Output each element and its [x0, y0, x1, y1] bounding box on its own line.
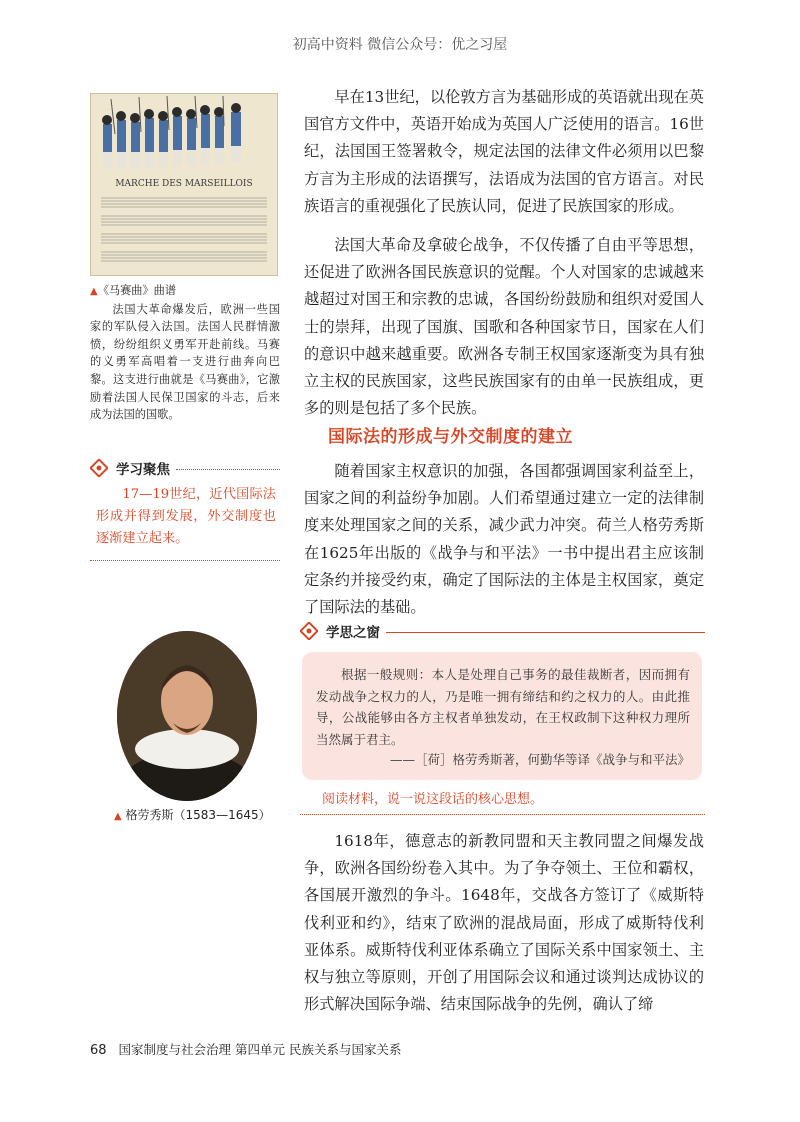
diamond-window-icon: [300, 622, 318, 640]
marseillaise-caption-title: [90, 282, 280, 301]
reading-task: 阅读材料，说一说这段话的核心思想。: [322, 792, 544, 807]
page-footer: [90, 1040, 401, 1058]
study-focus-text: 17—19世纪，近代国际法形成并得到发展，外交制度也逐渐建立起来。: [96, 487, 276, 546]
window-bottom-divider: [300, 814, 705, 815]
study-window-title: 学思之窗: [326, 625, 380, 641]
focus-bottom-divider: [90, 560, 280, 561]
marseillaise-caption-text: 法国大革命爆发后，欧洲一些国家的军队侵入法国。法国人民群情激愤，纷纷组织义勇军开赴前线。马赛的义勇军高唱着一支进行曲奔向巴黎。这支进行曲就是《马赛曲》，它激励着法国人民保卫国家的斗志，后来成为法国的国歌。: [90, 302, 280, 422]
diamond-focus-icon: [90, 459, 108, 477]
paragraph-2: 法国大革命及拿破仑战争，不仅传播了自由平等思想，还促进了欧洲各国民族意识的觉醒。个人对国家的忠诚越来越超过对国王和宗教的忠诚，各国纷纷鼓励和组织对爱国人士的崇拜，出现了国旗、国歌和各种国家节日，国家在人们的意识中越来越重要。欧洲各专制王权国家逐渐变为具有独立主权的民族国家，这些民族国家有的由单一民族组成，更多的则是包括了多个民族。: [304, 236, 704, 418]
paragraph-1: 早在13世纪，以伦敦方言为基础形成的英语就出现在英国官方文件中，英语开始成为英国人广泛使用的语言。16世纪，法国国王签署敕令，规定法国的法律文件必须用以巴黎方言为主形成的法语撰写，法语成为法国的官方语言。对民族语言的重视强化了民族认同，促进了民族国家的形成。: [304, 88, 704, 215]
study-focus-title: 学习聚焦: [116, 462, 170, 478]
marseillaise-illustration: [91, 94, 277, 275]
focus-divider: [176, 469, 280, 470]
marseillaise-sheet-image: [90, 93, 278, 276]
page-number: 68: [90, 1043, 107, 1058]
footer-text: 国家制度与社会治理 第四单元 民族关系与国家关系: [118, 1042, 402, 1057]
sheet-title: MARCHE DES MARSEILLOIS: [115, 179, 253, 189]
caption-title-text: 《马赛曲》曲谱: [97, 284, 177, 297]
grotius-portrait: [117, 631, 257, 801]
page-header: 初高中资料 微信公众号：优之习屋: [292, 37, 508, 53]
study-focus-header: [90, 457, 280, 479]
portrait-illustration: [117, 631, 257, 801]
paragraph-4: 1618年，德意志的新教同盟和天主教同盟之间爆发战争，欧洲各国纷纷卷入其中。为了争夺领土、王位和霸权，各国展开激烈的争斗。1648年，交战各方签订了《威斯特伐利亚和约》，结束了欧洲的混战局面，形成了威斯特伐利亚体系。威斯特伐利亚体系确立了国际关系中国家领土、主权与独立等原则，开创了用国际会议和通过谈判达成协议的形式解决国际争端、结束国际战争的先例，确认了缔: [304, 832, 704, 1014]
portrait-caption: [114, 806, 294, 823]
study-window-header: [300, 620, 705, 642]
section-title: 国际法的形成与外交制度的建立: [328, 427, 573, 447]
paragraph-3: 随着国家主权意识的加强，各国都强调国家利益至上，国家之间的利益纷争加剧。人们希望通过建立一定的法律制度来处理国家之间的关系，减少武力冲突。荷兰人格劳秀斯在1625年出版的《战争与和平法》一书中提出君主应该制定条约并接受约束，确定了国际法的主体是主权国家，奠定了国际法的基础。: [304, 462, 704, 617]
window-divider: [386, 632, 705, 633]
caption-triangle-icon: ▲: [114, 811, 122, 822]
quote-text: 根据一般规则：本人是处理自己事务的最佳裁断者，因而拥有发动战争之权力的人，乃是唯一拥有缔结和约之权力的人。由此推导，公战能够由各方主权者单独发动，在王权政制下这种权力理所当然属于君主。: [316, 667, 690, 747]
caption-triangle-icon: ▲: [90, 286, 98, 297]
quote-source: ——［荷］格劳秀斯著，何勤华等译《战争与和平法》: [389, 752, 690, 767]
marseillaise-caption: [90, 282, 280, 424]
portrait-caption-text: 格劳秀斯（1583—1645）: [125, 808, 271, 822]
